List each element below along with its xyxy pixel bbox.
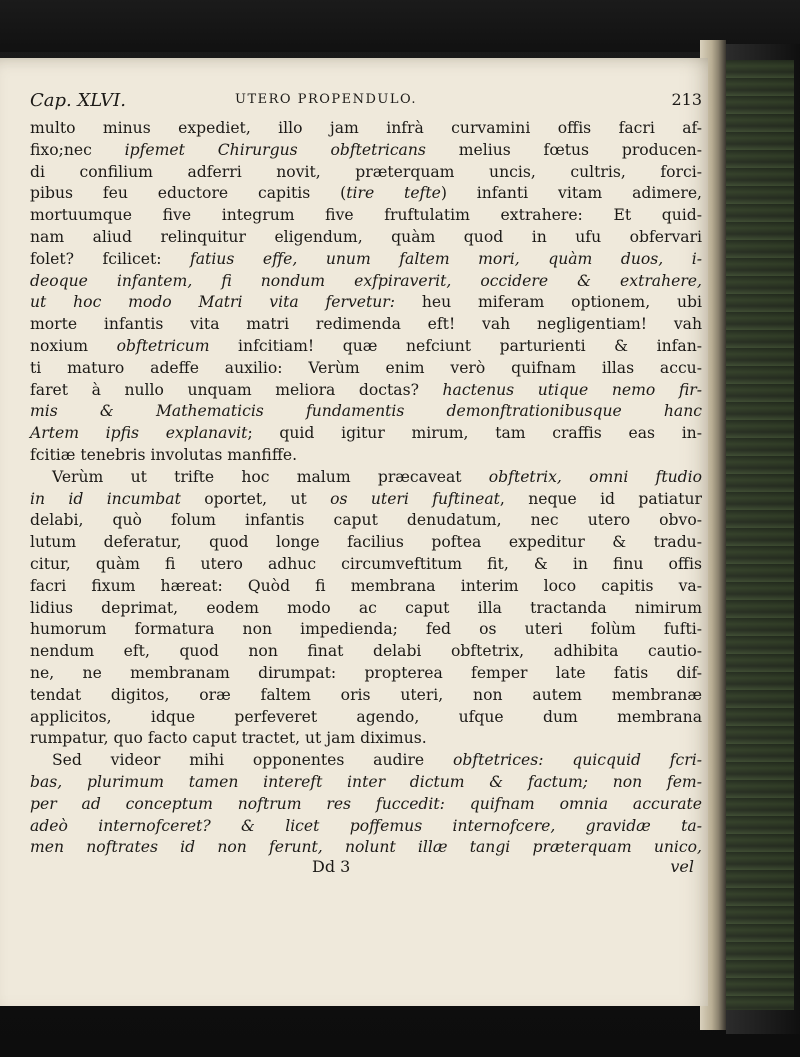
running-head xyxy=(30,90,702,118)
text-line xyxy=(30,816,702,838)
text-line xyxy=(30,598,702,620)
text-run: morte infantis vita matri redimenda eft! vah negligentiam! vah xyxy=(30,315,702,334)
text-line xyxy=(30,358,702,380)
text-run: facri fixum hӕreat: Quòd fi membrana interim loco capitis va- xyxy=(30,576,702,595)
text-line xyxy=(30,728,702,750)
text-line xyxy=(30,707,702,729)
text-run: nam aliud relinquitur eligendum, quàm quod in ufu obfervari xyxy=(30,227,702,246)
text-run: pibus feu eductore capitis ( xyxy=(30,184,347,203)
text-run: ) infanti vitam adimere, xyxy=(440,184,703,203)
italic-run: fatius effe, unum faltem mori, quàm duos, i- xyxy=(189,249,702,268)
text-line xyxy=(30,510,702,532)
text-run: nendum eft, quod non finat delabi obftetrix, adhibita cautio- xyxy=(30,642,702,661)
text-line xyxy=(30,445,702,467)
italic-run: per ad conceptum noftrum res fuccedit: quifnam omnia accurate xyxy=(30,794,702,813)
italic-run: tire tefte xyxy=(346,184,441,203)
text-run: tendat digitos, orӕ faltem oris uteri, non autem membranӕ xyxy=(30,685,702,704)
text-line xyxy=(30,249,702,271)
text-line xyxy=(30,162,702,184)
text-run: melius fœtus producen- xyxy=(425,140,702,159)
text-line xyxy=(30,837,702,859)
text-line xyxy=(30,772,702,794)
text-run: di confilium adferri novit, prӕterquam uncis, cultris, forci- xyxy=(30,162,702,181)
catchword: vel xyxy=(670,857,694,877)
text-run: ti maturo adeffe auxilio: Verùm enim verò quifnam illas accu- xyxy=(30,358,702,377)
body-text xyxy=(30,118,702,859)
text-line xyxy=(30,641,702,663)
text-line xyxy=(30,314,702,336)
text-run: faret à nullo unquam meliora doctas? xyxy=(30,380,443,399)
text-run: applicitos, idque perfeveret agendo, ufque dum membrana xyxy=(30,707,702,726)
italic-run: obftetrices: quicquid fcri- xyxy=(452,751,702,770)
text-run: Sed videor mihi opponentes audire xyxy=(52,751,453,770)
italic-run: bas, plurimum tamen intereft inter dictum & factum; non fem- xyxy=(30,772,702,791)
text-run: , neque id patiatur xyxy=(499,489,702,508)
text-run: Verùm ut trifte hoc malum prӕcaveat xyxy=(52,467,489,486)
text-run: delabi, quò folum infantis caput denudatum, nec utero obvo- xyxy=(30,511,702,530)
running-title: UTERO PROPENDULO. xyxy=(235,92,418,107)
text-line xyxy=(30,183,702,205)
text-run: folet? fcilicet: xyxy=(30,249,190,268)
italic-run: Artem ipfis explanavit xyxy=(30,424,248,443)
text-run: citur, quàm fi utero adhuc circumveftitum fit, & in finu offis xyxy=(30,554,702,573)
text-line xyxy=(30,401,702,423)
text-run: heu miferam optionem, ubi xyxy=(395,293,702,312)
footer-line xyxy=(30,859,702,881)
italic-run: ut hoc modo Matri vita fervetur: xyxy=(30,293,396,312)
text-run: fixo;nec xyxy=(30,140,125,159)
text-line xyxy=(30,423,702,445)
marbled-cover-edge xyxy=(724,60,794,1010)
text-line xyxy=(30,619,702,641)
text-run: ne, ne membranam dirumpat: propterea femper late fatis dif- xyxy=(30,663,702,682)
text-run: mortuumque five integrum five fruftulatim extrahere: Et quid- xyxy=(30,206,702,225)
text-block xyxy=(30,90,702,881)
background-shadow xyxy=(0,0,800,52)
page-number: 213 xyxy=(671,90,702,109)
italic-run: adeò internofceret? & licet poffemus internofcere, gravidӕ ta- xyxy=(30,816,702,835)
chapter-heading: Cap. XLVI. xyxy=(30,90,126,111)
text-line xyxy=(30,685,702,707)
italic-run: obftetrix, omni ftudio xyxy=(488,467,702,486)
italic-run: ipfemet Chirurgus obftetricans xyxy=(124,140,426,159)
italic-run: men noftrates id non ferunt, nolunt illӕ tangi prӕterquam unico, xyxy=(30,838,702,857)
text-run: humorum formatura non impedienda; fed os uteri folùm fufti- xyxy=(30,620,702,639)
text-line xyxy=(30,554,702,576)
italic-run: obftetricum xyxy=(116,336,210,355)
text-run: fcitiӕ tenebris involutas manfiffe. xyxy=(30,445,298,464)
text-run: oportet, ut xyxy=(180,489,331,508)
text-run: ; quid igitur mirum, tam craffis eas in- xyxy=(247,424,702,443)
text-run: noxium xyxy=(30,336,117,355)
text-line xyxy=(30,794,702,816)
text-line xyxy=(30,118,702,140)
text-line xyxy=(30,292,702,314)
text-line xyxy=(30,576,702,598)
text-line xyxy=(30,227,702,249)
italic-run: mis & Mathematicis fundamentis demonftrationibusque hanc xyxy=(30,402,702,421)
text-line xyxy=(30,750,702,772)
text-run: infcitiam! quӕ nefciunt parturienti & infan- xyxy=(209,336,703,355)
text-run: lidius deprimat, eodem modo ac caput illa tractanda nimirum xyxy=(30,598,702,617)
italic-run: deoque infantem, fi nondum exfpiraverit, occidere & extrahere, xyxy=(30,271,702,290)
text-line xyxy=(30,663,702,685)
text-run: multo minus expediet, illo jam infrà curvamini offis facri af- xyxy=(30,119,702,137)
text-line xyxy=(30,532,702,554)
text-line xyxy=(30,336,702,358)
text-line xyxy=(30,489,702,511)
text-line xyxy=(30,271,702,293)
text-line xyxy=(30,205,702,227)
text-line xyxy=(30,380,702,402)
text-line xyxy=(30,467,702,489)
italic-run: hactenus utique nemo fir- xyxy=(442,380,702,399)
text-line xyxy=(30,140,702,162)
italic-run: in id incumbat xyxy=(30,489,181,508)
italic-run: os uteri fuftineat xyxy=(330,489,500,508)
text-run: lutum deferatur, quod longe facilius poftea expeditur & tradu- xyxy=(30,533,702,552)
text-run: rumpatur, quo facto caput tractet, ut jam diximus. xyxy=(30,729,427,748)
signature-mark: Dd 3 xyxy=(312,857,351,877)
